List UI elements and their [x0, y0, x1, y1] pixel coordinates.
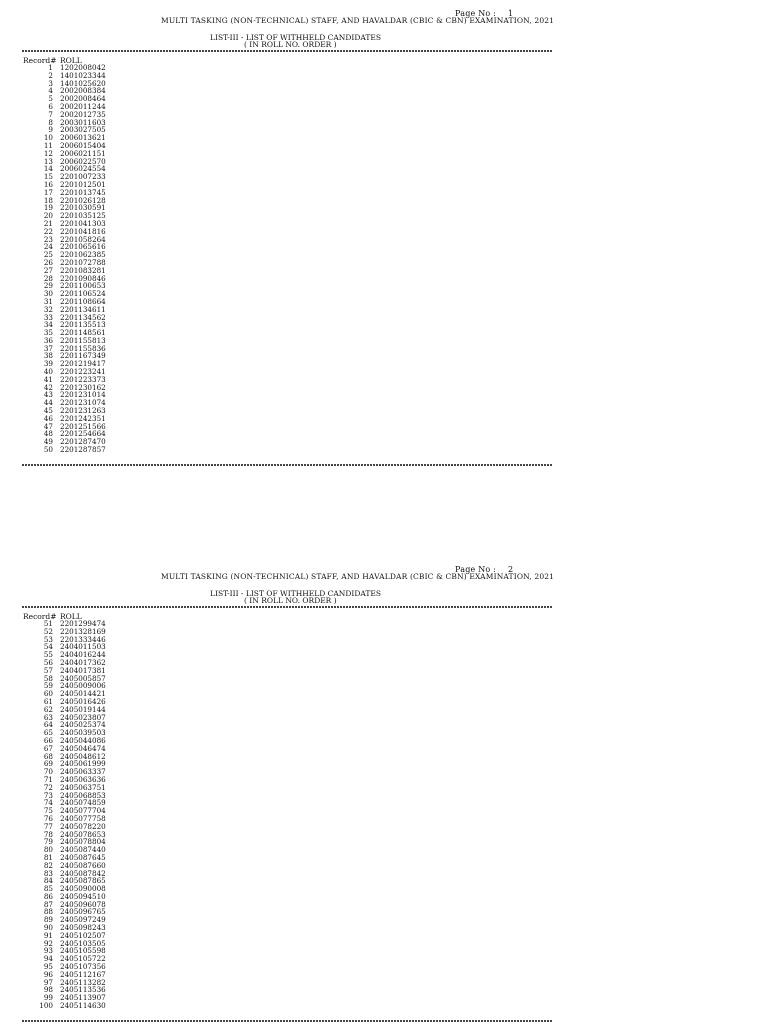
record-number: 97	[43, 977, 53, 987]
record-number: 94	[43, 954, 53, 964]
record-number: 27	[43, 265, 53, 275]
record-number: 10	[43, 133, 53, 143]
roll-number: 2405009006	[60, 681, 106, 691]
record-number: 45	[43, 406, 53, 416]
record-number: 72	[43, 782, 53, 792]
record-number: 69	[43, 759, 53, 769]
roll-number: 2405063751	[60, 782, 106, 792]
record-number: 67	[43, 743, 53, 753]
roll-number: 2201012501	[60, 179, 106, 189]
record-number: 76	[43, 813, 53, 823]
roll-number: 2405014421	[60, 689, 106, 699]
roll-number: 2405077758	[60, 813, 106, 823]
footer-rule	[22, 464, 552, 466]
record-number: 6	[48, 101, 53, 111]
roll-number: 2405087842	[60, 868, 106, 878]
record-number: 11	[43, 140, 53, 150]
roll-number: 2006024554	[60, 164, 106, 174]
page-number-label: Page No :	[455, 565, 497, 574]
roll-list	[23, 620, 106, 1010]
record-number: 1	[48, 63, 53, 72]
roll-number: 2006013621	[60, 133, 106, 143]
record-number: 65	[43, 728, 53, 738]
roll-list	[23, 64, 106, 454]
roll-number: 2201007233	[60, 172, 106, 182]
roll-number: 2405025374	[60, 720, 106, 730]
record-number: 14	[43, 164, 53, 174]
list-subtitle: ( IN ROLL NO. ORDER )	[244, 596, 337, 605]
page-number-label: Page No :	[455, 9, 497, 18]
list-title: LIST-III - LIST OF WITHHELD CANDIDATES	[210, 589, 381, 598]
record-number: 37	[43, 343, 53, 353]
record-number: 80	[43, 845, 53, 855]
roll-number: 2201041816	[60, 226, 106, 236]
roll-number: 2405090008	[60, 884, 106, 894]
roll-number: 2201231263	[60, 406, 106, 416]
roll-number: 1202008042	[60, 63, 106, 72]
roll-number: 2405016426	[60, 696, 106, 706]
record-number: 66	[43, 735, 53, 745]
roll-number: 2405087865	[60, 876, 106, 886]
roll-number: 2002008464	[60, 94, 106, 104]
roll-number: 2201167349	[60, 351, 106, 361]
roll-number: 2405107356	[60, 962, 106, 972]
record-number: 81	[43, 852, 53, 862]
record-number: 22	[43, 226, 53, 236]
record-number: 18	[43, 195, 53, 205]
record-number: 95	[43, 962, 53, 972]
record-number: 15	[43, 172, 53, 182]
roll-number: 2405105598	[60, 946, 106, 956]
roll-number: 2405019144	[60, 704, 106, 714]
roll-number: 2201287857	[60, 445, 106, 455]
roll-number: 2404017362	[60, 657, 106, 667]
roll-number: 2405114630	[60, 1001, 106, 1011]
record-number: 28	[43, 273, 53, 283]
header-rule	[22, 606, 552, 608]
record-number: 44	[43, 398, 53, 408]
record-number: 30	[43, 289, 53, 299]
record-number: 78	[43, 829, 53, 839]
record-number: 35	[43, 328, 53, 338]
record-number: 39	[43, 359, 53, 369]
record-number: 64	[43, 720, 53, 730]
record-number: 43	[43, 390, 53, 400]
record-number: 36	[43, 335, 53, 345]
roll-number: 2006022570	[60, 156, 106, 166]
record-number: 16	[43, 179, 53, 189]
record-number: 62	[43, 704, 53, 714]
record-number: 91	[43, 930, 53, 940]
roll-number: 2201242351	[60, 413, 106, 423]
roll-number: 2404016244	[60, 650, 106, 660]
record-number: 55	[43, 650, 53, 660]
roll-number: 2405078220	[60, 821, 106, 831]
roll-number: 2405087645	[60, 852, 106, 862]
record-number: 71	[43, 774, 53, 784]
roll-number: 2404011503	[60, 642, 106, 652]
roll-number: 2201328169	[60, 626, 106, 636]
roll-number: 2201058264	[60, 234, 106, 244]
record-number: 7	[48, 109, 53, 119]
roll-number: 2405103505	[60, 938, 106, 948]
table-row	[23, 446, 106, 454]
record-number: 23	[43, 234, 53, 244]
roll-number: 2201254664	[60, 429, 106, 439]
roll-number: 2405068853	[60, 790, 106, 800]
roll-number: 2405023807	[60, 712, 106, 722]
roll-number: 2201108664	[60, 296, 106, 306]
record-number: 70	[43, 767, 53, 777]
roll-number: 2405094510	[60, 891, 106, 901]
record-number: 86	[43, 891, 53, 901]
list-title: LIST-III - LIST OF WITHHELD CANDIDATES	[210, 33, 381, 42]
record-number: 52	[43, 626, 53, 636]
roll-number: 2201062385	[60, 250, 106, 260]
record-number: 2	[48, 70, 53, 80]
roll-number: 2405105722	[60, 954, 106, 964]
record-number: 54	[43, 642, 53, 652]
roll-number: 2201223373	[60, 374, 106, 384]
roll-number: 2201134611	[60, 304, 106, 314]
roll-number: 2201035125	[60, 211, 106, 221]
roll-number: 2405097249	[60, 915, 106, 925]
record-number: 96	[43, 969, 53, 979]
record-number: 33	[43, 312, 53, 322]
roll-number: 2405039503	[60, 728, 106, 738]
record-number: 56	[43, 657, 53, 667]
header-rule	[22, 50, 552, 52]
roll-number: 2201090846	[60, 273, 106, 283]
record-number: 75	[43, 806, 53, 816]
record-number: 61	[43, 696, 53, 706]
exam-title: MULTI TASKING (NON-TECHNICAL) STAFF, AND HAVALDAR (CBIC & CBN) EXAMINATION, 2021	[161, 572, 555, 581]
record-number: 84	[43, 876, 53, 886]
roll-number: 2201155813	[60, 335, 106, 345]
roll-number: 2405102507	[60, 930, 106, 940]
roll-number: 2003011603	[60, 117, 106, 127]
record-number: 48	[43, 429, 53, 439]
record-number: 85	[43, 884, 53, 894]
roll-number: 2201106524	[60, 289, 106, 299]
record-number: 88	[43, 907, 53, 917]
record-number: 49	[43, 437, 53, 447]
record-number: 24	[43, 242, 53, 252]
roll-number: 2405113536	[60, 985, 106, 995]
record-number: 4	[48, 86, 53, 96]
record-number: 57	[43, 665, 53, 675]
column-header-roll: ROLL	[60, 56, 82, 65]
roll-number: 2405048612	[60, 751, 106, 761]
record-number: 51	[43, 619, 53, 628]
record-number: 19	[43, 203, 53, 213]
record-number: 42	[43, 382, 53, 392]
footer-rule	[22, 1020, 552, 1022]
record-number: 9	[48, 125, 53, 135]
record-number: 17	[43, 187, 53, 197]
record-number: 77	[43, 821, 53, 831]
roll-number: 2405078653	[60, 829, 106, 839]
record-number: 47	[43, 421, 53, 431]
record-number: 98	[43, 985, 53, 995]
page-number-value: 2	[508, 565, 514, 574]
record-number: 82	[43, 860, 53, 870]
record-number: 29	[43, 281, 53, 291]
roll-number: 2201148561	[60, 328, 106, 338]
column-header-roll: ROLL	[60, 612, 82, 621]
roll-number: 2405005857	[60, 673, 106, 683]
record-number: 74	[43, 798, 53, 808]
roll-number: 2006015404	[60, 140, 106, 150]
roll-number: 2201041303	[60, 218, 106, 228]
record-number: 12	[43, 148, 53, 158]
roll-number: 2405098243	[60, 923, 106, 933]
roll-number: 2201026128	[60, 195, 106, 205]
exam-title: MULTI TASKING (NON-TECHNICAL) STAFF, AND HAVALDAR (CBIC & CBN) EXAMINATION, 2021	[161, 16, 555, 25]
record-number: 89	[43, 915, 53, 925]
roll-number: 2405096765	[60, 907, 106, 917]
record-number: 34	[43, 320, 53, 330]
record-number: 58	[43, 673, 53, 683]
record-number: 79	[43, 837, 53, 847]
roll-number: 2201231074	[60, 398, 106, 408]
roll-number: 2405063337	[60, 767, 106, 777]
record-number: 59	[43, 681, 53, 691]
record-number: 60	[43, 689, 53, 699]
record-number: 13	[43, 156, 53, 166]
record-number: 92	[43, 938, 53, 948]
roll-number: 2405087660	[60, 860, 106, 870]
record-number: 31	[43, 296, 53, 306]
record-number: 83	[43, 868, 53, 878]
column-header-record: Record#	[23, 56, 57, 65]
roll-number: 2201083281	[60, 265, 106, 275]
roll-number: 2201287470	[60, 437, 106, 447]
roll-number: 2404017381	[60, 665, 106, 675]
roll-number: 2201134562	[60, 312, 106, 322]
roll-number: 2201072788	[60, 257, 106, 267]
record-number: 73	[43, 790, 53, 800]
record-number: 38	[43, 351, 53, 361]
record-number: 87	[43, 899, 53, 909]
roll-number: 2405061999	[60, 759, 106, 769]
record-number: 26	[43, 257, 53, 267]
record-number: 40	[43, 367, 53, 377]
roll-number: 2201030591	[60, 203, 106, 213]
roll-number: 2002011244	[60, 101, 106, 111]
roll-number: 2006021151	[60, 148, 106, 158]
record-number: 46	[43, 413, 53, 423]
roll-number: 2201230162	[60, 382, 106, 392]
table-row	[23, 1002, 106, 1010]
record-number: 53	[43, 634, 53, 644]
roll-number: 2405096078	[60, 899, 106, 909]
record-number: 41	[43, 374, 53, 384]
roll-number: 2201135513	[60, 320, 106, 330]
roll-number: 2002012735	[60, 109, 106, 119]
record-number: 5	[48, 94, 53, 104]
roll-number: 2405087440	[60, 845, 106, 855]
roll-number: 2201251566	[60, 421, 106, 431]
roll-number: 2002008384	[60, 86, 106, 96]
record-number: 20	[43, 211, 53, 221]
record-number: 68	[43, 751, 53, 761]
roll-number: 2405113282	[60, 977, 106, 987]
roll-number: 2405046474	[60, 743, 106, 753]
roll-number: 2201299474	[60, 619, 106, 628]
roll-number: 1401023344	[60, 70, 106, 80]
roll-number: 2405063636	[60, 774, 106, 784]
roll-number: 2201013745	[60, 187, 106, 197]
roll-number: 2201223241	[60, 367, 106, 377]
roll-number: 2405074859	[60, 798, 106, 808]
roll-number: 2201219417	[60, 359, 106, 369]
roll-number: 2201100653	[60, 281, 106, 291]
page-number-value: 1	[508, 9, 514, 18]
column-header-record: Record#	[23, 612, 57, 621]
record-number: 8	[48, 117, 53, 127]
record-number: 25	[43, 250, 53, 260]
roll-number: 2201155836	[60, 343, 106, 353]
record-number: 90	[43, 923, 53, 933]
roll-number: 2405113907	[60, 993, 106, 1003]
record-number: 21	[43, 218, 53, 228]
roll-number: 2405078804	[60, 837, 106, 847]
roll-number: 2201065616	[60, 242, 106, 252]
roll-number: 2201333446	[60, 634, 106, 644]
record-number: 32	[43, 304, 53, 314]
roll-number: 2201231014	[60, 390, 106, 400]
roll-number: 1401025620	[60, 78, 106, 88]
record-number: 93	[43, 946, 53, 956]
list-subtitle: ( IN ROLL NO. ORDER )	[244, 40, 337, 49]
roll-number: 2405044086	[60, 735, 106, 745]
roll-number: 2003027505	[60, 125, 106, 135]
roll-number: 2405077704	[60, 806, 106, 816]
roll-number: 2405112167	[60, 969, 106, 979]
record-number: 100	[39, 1001, 53, 1011]
record-number: 3	[48, 78, 53, 88]
record-number: 99	[43, 993, 53, 1003]
record-number: 63	[43, 712, 53, 722]
record-number: 50	[43, 445, 53, 455]
